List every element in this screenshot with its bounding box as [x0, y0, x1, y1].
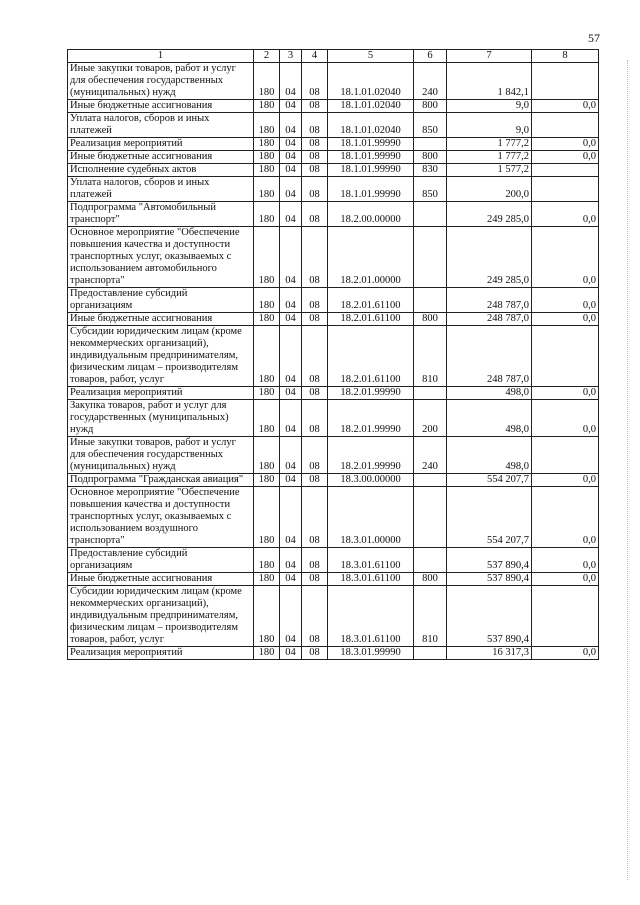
ministry-code-cell: 180: [254, 100, 280, 113]
item-name-cell: Субсидии юридическим лицам (кроме некоммерческих организаций), индивидуальным предпринимателям, физическим лицам – производителям товаров, работ, услуг: [68, 326, 254, 387]
expense-type-cell: 800: [414, 313, 447, 326]
subsection-code-cell: 08: [302, 113, 328, 138]
ministry-code-cell: 180: [254, 313, 280, 326]
table-row: [68, 113, 599, 138]
item-name-cell: Реализация мероприятий: [68, 387, 254, 400]
section-code-cell: 04: [280, 573, 302, 586]
item-name-cell: Закупка товаров, работ и услуг для государственных (муниципальных) нужд: [68, 400, 254, 437]
subsection-code-cell: 08: [302, 474, 328, 487]
expense-type-cell: 200: [414, 400, 447, 437]
amount-cell: 16 317,3: [447, 647, 532, 660]
expense-type-cell: 810: [414, 326, 447, 387]
amount-2-cell: 0,0: [532, 400, 599, 437]
target-article-cell: 18.1.01.02040: [328, 63, 414, 100]
ministry-code-cell: 180: [254, 138, 280, 151]
item-name-cell: Предоставление субсидий организациям: [68, 548, 254, 573]
amount-2-cell: 0,0: [532, 474, 599, 487]
expense-type-cell: [414, 647, 447, 660]
item-name-cell: Субсидии юридическим лицам (кроме некоммерческих организаций), индивидуальным предпринимателям, физическим лицам – производителям товаров, работ, услуг: [68, 586, 254, 647]
amount-2-cell: 0,0: [532, 313, 599, 326]
column-header: 5: [328, 50, 414, 63]
table-row: [68, 63, 599, 100]
item-name-cell: Иные бюджетные ассигнования: [68, 313, 254, 326]
section-code-cell: 04: [280, 437, 302, 474]
amount-2-cell: 0,0: [532, 202, 599, 227]
amount-cell: 554 207,7: [447, 474, 532, 487]
amount-2-cell: [532, 326, 599, 387]
subsection-code-cell: 08: [302, 63, 328, 100]
amount-cell: 1 577,2: [447, 164, 532, 177]
table-row: [68, 151, 599, 164]
ministry-code-cell: 180: [254, 202, 280, 227]
amount-cell: 249 285,0: [447, 202, 532, 227]
table-row: [68, 138, 599, 151]
section-code-cell: 04: [280, 227, 302, 288]
subsection-code-cell: 08: [302, 387, 328, 400]
amount-2-cell: [532, 164, 599, 177]
target-article-cell: 18.3.01.61100: [328, 573, 414, 586]
column-header: 1: [68, 50, 254, 63]
item-name-cell: Подпрограмма "Гражданская авиация": [68, 474, 254, 487]
amount-cell: 1 777,2: [447, 151, 532, 164]
target-article-cell: 18.1.01.99990: [328, 164, 414, 177]
item-name-cell: Иные бюджетные ассигнования: [68, 100, 254, 113]
ministry-code-cell: 180: [254, 647, 280, 660]
table-row: [68, 548, 599, 573]
expense-type-cell: [414, 474, 447, 487]
ministry-code-cell: 180: [254, 548, 280, 573]
amount-cell: 1 842,1: [447, 63, 532, 100]
expense-type-cell: 800: [414, 100, 447, 113]
amount-cell: 200,0: [447, 177, 532, 202]
ministry-code-cell: 180: [254, 437, 280, 474]
subsection-code-cell: 08: [302, 288, 328, 313]
column-header: 6: [414, 50, 447, 63]
table-row: [68, 227, 599, 288]
subsection-code-cell: 08: [302, 100, 328, 113]
table-row: [68, 437, 599, 474]
amount-2-cell: [532, 586, 599, 647]
subsection-code-cell: 08: [302, 548, 328, 573]
amount-2-cell: 0,0: [532, 151, 599, 164]
amount-2-cell: 0,0: [532, 647, 599, 660]
expense-type-cell: 850: [414, 177, 447, 202]
column-header: 4: [302, 50, 328, 63]
amount-cell: 498,0: [447, 400, 532, 437]
target-article-cell: 18.2.01.99990: [328, 387, 414, 400]
ministry-code-cell: 180: [254, 586, 280, 647]
subsection-code-cell: 08: [302, 573, 328, 586]
subsection-code-cell: 08: [302, 437, 328, 474]
expense-type-cell: [414, 288, 447, 313]
table-row: [68, 586, 599, 647]
amount-cell: 554 207,7: [447, 487, 532, 548]
item-name-cell: Иные закупки товаров, работ и услуг для обеспечения государственных (муниципальных) нужд: [68, 63, 254, 100]
target-article-cell: 18.2.01.99990: [328, 400, 414, 437]
amount-cell: 498,0: [447, 387, 532, 400]
subsection-code-cell: 08: [302, 164, 328, 177]
amount-cell: 537 890,4: [447, 548, 532, 573]
target-article-cell: 18.1.01.02040: [328, 113, 414, 138]
section-code-cell: 04: [280, 548, 302, 573]
target-article-cell: 18.2.01.61100: [328, 313, 414, 326]
section-code-cell: 04: [280, 313, 302, 326]
target-article-cell: 18.2.01.61100: [328, 326, 414, 387]
amount-cell: 248 787,0: [447, 288, 532, 313]
table-body: [68, 63, 599, 660]
table-row: [68, 487, 599, 548]
amount-2-cell: 0,0: [532, 100, 599, 113]
amount-cell: 1 777,2: [447, 138, 532, 151]
column-header: 2: [254, 50, 280, 63]
ministry-code-cell: 180: [254, 387, 280, 400]
section-code-cell: 04: [280, 164, 302, 177]
section-code-cell: 04: [280, 202, 302, 227]
amount-cell: 498,0: [447, 437, 532, 474]
table-row: [68, 202, 599, 227]
table-row: [68, 573, 599, 586]
expense-type-cell: [414, 227, 447, 288]
item-name-cell: Иные закупки товаров, работ и услуг для обеспечения государственных (муниципальных) нужд: [68, 437, 254, 474]
subsection-code-cell: 08: [302, 647, 328, 660]
amount-cell: 9,0: [447, 113, 532, 138]
amount-cell: 248 787,0: [447, 326, 532, 387]
target-article-cell: 18.2.01.00000: [328, 227, 414, 288]
item-name-cell: Уплата налогов, сборов и иных платежей: [68, 177, 254, 202]
expense-type-cell: [414, 387, 447, 400]
section-code-cell: 04: [280, 100, 302, 113]
section-code-cell: 04: [280, 151, 302, 164]
item-name-cell: Основное мероприятие "Обеспечение повышения качества и доступности транспортных услуг, оказываемых с использованием автомобильного транспорта": [68, 227, 254, 288]
column-number-row: [68, 50, 599, 63]
section-code-cell: 04: [280, 326, 302, 387]
target-article-cell: 18.3.01.99990: [328, 647, 414, 660]
subsection-code-cell: 08: [302, 400, 328, 437]
section-code-cell: 04: [280, 474, 302, 487]
item-name-cell: Подпрограмма "Автомобильный транспорт": [68, 202, 254, 227]
ministry-code-cell: 180: [254, 113, 280, 138]
expense-type-cell: [414, 548, 447, 573]
target-article-cell: 18.3.00.00000: [328, 474, 414, 487]
amount-2-cell: 0,0: [532, 487, 599, 548]
section-code-cell: 04: [280, 400, 302, 437]
page-number: 57: [588, 31, 600, 45]
target-article-cell: 18.3.01.61100: [328, 548, 414, 573]
ministry-code-cell: 180: [254, 227, 280, 288]
amount-2-cell: 0,0: [532, 548, 599, 573]
amount-2-cell: 0,0: [532, 227, 599, 288]
ministry-code-cell: 180: [254, 63, 280, 100]
table-row: [68, 387, 599, 400]
table-row: [68, 474, 599, 487]
item-name-cell: Иные бюджетные ассигнования: [68, 573, 254, 586]
amount-2-cell: 0,0: [532, 573, 599, 586]
target-article-cell: 18.1.01.99990: [328, 151, 414, 164]
table-row: [68, 647, 599, 660]
subsection-code-cell: 08: [302, 586, 328, 647]
section-code-cell: 04: [280, 63, 302, 100]
expense-type-cell: 240: [414, 63, 447, 100]
column-header: 8: [532, 50, 599, 63]
ministry-code-cell: 180: [254, 164, 280, 177]
amount-2-cell: 0,0: [532, 288, 599, 313]
table-row: [68, 100, 599, 113]
amount-2-cell: [532, 113, 599, 138]
table-row: [68, 288, 599, 313]
target-article-cell: 18.3.01.61100: [328, 586, 414, 647]
amount-2-cell: 0,0: [532, 138, 599, 151]
item-name-cell: Реализация мероприятий: [68, 138, 254, 151]
expense-type-cell: 800: [414, 151, 447, 164]
amount-cell: 9,0: [447, 100, 532, 113]
ministry-code-cell: 180: [254, 400, 280, 437]
subsection-code-cell: 08: [302, 138, 328, 151]
subsection-code-cell: 08: [302, 151, 328, 164]
ministry-code-cell: 180: [254, 474, 280, 487]
scan-margin-line: [627, 60, 628, 880]
item-name-cell: Предоставление субсидий организациям: [68, 288, 254, 313]
section-code-cell: 04: [280, 487, 302, 548]
subsection-code-cell: 08: [302, 326, 328, 387]
target-article-cell: 18.2.00.00000: [328, 202, 414, 227]
amount-cell: 537 890,4: [447, 573, 532, 586]
ministry-code-cell: 180: [254, 177, 280, 202]
table-row: [68, 313, 599, 326]
item-name-cell: Исполнение судебных актов: [68, 164, 254, 177]
target-article-cell: 18.3.01.00000: [328, 487, 414, 548]
table-row: [68, 326, 599, 387]
amount-cell: 249 285,0: [447, 227, 532, 288]
target-article-cell: 18.2.01.61100: [328, 288, 414, 313]
column-header: 3: [280, 50, 302, 63]
table-row: [68, 400, 599, 437]
target-article-cell: 18.1.01.02040: [328, 100, 414, 113]
expense-type-cell: [414, 138, 447, 151]
target-article-cell: 18.1.01.99990: [328, 177, 414, 202]
ministry-code-cell: 180: [254, 151, 280, 164]
subsection-code-cell: 08: [302, 227, 328, 288]
amount-cell: 537 890,4: [447, 586, 532, 647]
table-row: [68, 164, 599, 177]
subsection-code-cell: 08: [302, 487, 328, 548]
expense-type-cell: [414, 487, 447, 548]
expense-type-cell: 240: [414, 437, 447, 474]
section-code-cell: 04: [280, 113, 302, 138]
ministry-code-cell: 180: [254, 288, 280, 313]
subsection-code-cell: 08: [302, 177, 328, 202]
section-code-cell: 04: [280, 288, 302, 313]
expense-type-cell: 830: [414, 164, 447, 177]
expense-type-cell: 850: [414, 113, 447, 138]
section-code-cell: 04: [280, 177, 302, 202]
target-article-cell: 18.2.01.99990: [328, 437, 414, 474]
ministry-code-cell: 180: [254, 487, 280, 548]
expense-type-cell: 810: [414, 586, 447, 647]
amount-2-cell: [532, 437, 599, 474]
expense-type-cell: [414, 202, 447, 227]
section-code-cell: 04: [280, 586, 302, 647]
subsection-code-cell: 08: [302, 202, 328, 227]
target-article-cell: 18.1.01.99990: [328, 138, 414, 151]
item-name-cell: Основное мероприятие "Обеспечение повышения качества и доступности транспортных услуг, оказываемых с использованием воздушного транспорта": [68, 487, 254, 548]
ministry-code-cell: 180: [254, 573, 280, 586]
section-code-cell: 04: [280, 647, 302, 660]
section-code-cell: 04: [280, 387, 302, 400]
section-code-cell: 04: [280, 138, 302, 151]
table-row: [68, 177, 599, 202]
expense-type-cell: 800: [414, 573, 447, 586]
item-name-cell: Иные бюджетные ассигнования: [68, 151, 254, 164]
column-header: 7: [447, 50, 532, 63]
budget-table: [67, 49, 599, 660]
amount-2-cell: [532, 177, 599, 202]
ministry-code-cell: 180: [254, 326, 280, 387]
amount-cell: 248 787,0: [447, 313, 532, 326]
subsection-code-cell: 08: [302, 313, 328, 326]
item-name-cell: Уплата налогов, сборов и иных платежей: [68, 113, 254, 138]
item-name-cell: Реализация мероприятий: [68, 647, 254, 660]
amount-2-cell: 0,0: [532, 387, 599, 400]
amount-2-cell: [532, 63, 599, 100]
